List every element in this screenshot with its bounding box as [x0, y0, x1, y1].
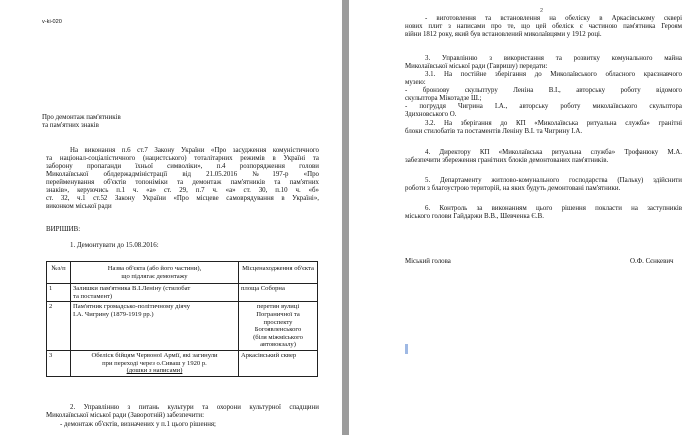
item-6-line-2: міського голови Гайдаржи В.В., Шевченка Є.В.	[405, 213, 544, 220]
table-row	[47, 284, 318, 302]
row-3-name-line-2: при переході через о.Сиваш у 1920 р.	[102, 359, 207, 367]
item-1-text: 1. Демонтувати до 15.08.2016:	[70, 242, 159, 249]
preamble-line-1: На виконання п.6 ст.7 Закону України «Про засудження комуністичного	[70, 147, 319, 154]
item-3-line-10: блоки стилобатів та постаментів Леніну В.І. та Чигрину І.А.	[405, 128, 583, 135]
row-2-name-line-2: І.А. Чигрину (1879-1919 рр.)	[73, 310, 154, 318]
table-header-row	[47, 262, 318, 284]
item-6-line-1: 6. Контроль за виконанням цього рішення покласти на заступників	[425, 205, 682, 212]
item-4-line-2: забезпечити збереження гранітних блоків демонтованих пам'ятників.	[405, 157, 609, 164]
item-2-line-3: - демонтаж об'єктів, визначених у п.1 цього рішення;	[60, 421, 216, 428]
row-2-location-line-1: перетин вулиці	[256, 303, 300, 311]
row-3-num: 3	[47, 350, 71, 376]
row-1-name-line-1: Залишки пам'ятника В.І.Леніну (стилобат	[73, 285, 191, 293]
row-2-name-line-1: Пам'ятник громадсько-політичному діячу	[73, 303, 190, 311]
row-1-name-line-2: та постамент)	[73, 292, 113, 300]
header-name-line-1: Назва об'єкта (або його частини),	[107, 265, 202, 272]
row-1-num: 1	[47, 284, 71, 302]
row-3-name	[71, 350, 239, 376]
subject-title-line-1: Про демонтаж пам'ятників	[42, 114, 121, 121]
item-3-line-4: музею:	[405, 79, 426, 86]
document-code: v-ki-020	[42, 19, 62, 25]
table-row	[47, 350, 318, 376]
subject-title-line-2: та пам'ятних знаків	[42, 122, 99, 129]
item-3-line-7: - погруддя Чигрина І.А., авторську роботу миколаївського скульптора	[405, 103, 682, 110]
document-page-1	[0, 0, 342, 435]
item-4-line-1: 4. Директору КП «Миколаївська ритуальна служба» Трофанюку М.А.	[425, 149, 682, 156]
row-2-location-line-4: Богоявленського	[254, 326, 302, 334]
row-2-location-line-5: (біля міжміського	[253, 333, 303, 341]
row-3-name-line-1: Обеліск бійцям Червоної Армії, які загинули	[91, 351, 218, 359]
row-2-location	[239, 302, 318, 351]
preamble-line-6: знаків», керуючись п.1 ч. «а» ст. 29, п.7 ч. «а» ст. 30, п.10 ч. «б»	[46, 187, 319, 194]
table-row	[47, 302, 318, 351]
item-3-line-1: 3. Управлінню з використання та розвитку комунального майна	[425, 55, 682, 62]
row-2-name	[71, 302, 239, 351]
row-3-location	[239, 350, 318, 376]
document-page-2	[349, 0, 700, 435]
continuation-line-2: нових плит з написами про те, що цей обеліск є частиною пам'ятника Героям	[405, 23, 682, 30]
item-5-line-2: роботи з благоустрою територій, на яких будуть демонтовані пам'ятники.	[405, 185, 621, 192]
monuments-table	[46, 261, 318, 377]
item-5-line-1: 5. Департаменту житлово-комунального господарства (Пальку) здійснити	[425, 177, 682, 184]
row-1-name	[71, 284, 239, 302]
header-name-line-2: що підлягає демонтажу	[121, 272, 188, 280]
item-3-line-9: 3.2. На зберігання до КП «Миколаївська ритуальна служба» гранітні	[425, 120, 682, 127]
row-1-location	[239, 284, 318, 302]
header-name	[71, 262, 239, 284]
row-2-location-line-6: автовокзалу)	[260, 341, 296, 349]
preamble-line-3: заборону пропаганди їхньої символіки», п.4 розпорядження голови	[46, 163, 319, 170]
row-2-location-line-3: проспекту	[263, 318, 293, 326]
signature-title: Міський голова	[405, 258, 451, 265]
row-2-location-line-2: Пограничної та	[256, 310, 300, 318]
item-3-line-5: - бронзову скульптуру Леніна В.І., авторську роботу відомого	[405, 87, 682, 94]
item-3-line-8: Здихновського О.	[405, 111, 457, 118]
header-num: №з/п	[47, 262, 71, 284]
continuation-line-3: війни 1812 року, який був встановлений миколаївцями у 1912 році.	[405, 31, 602, 38]
item-3-line-6: скульптора Мікотадзе Ш.;	[405, 95, 482, 102]
item-2-line-2: Миколаївської міської ради (Заворотній) забезпечити:	[46, 412, 205, 419]
preamble-line-4: Миколаївської облдержадміністрації від 21.05.2016 №197-р «Про	[46, 171, 319, 178]
item-3-line-3: 3.1. На постійне зберігання до Миколаївського обласного краєзнавчого	[425, 71, 682, 78]
signature-name: О.Ф. Сєнкевич	[630, 258, 674, 265]
decided-heading: ВИРІШИВ:	[46, 226, 81, 233]
item-3-line-2: Миколаївської міської ради (Гавришу) передати:	[405, 63, 548, 70]
preamble-line-2: та націонал-соціалістичного (нацистського) тоталітарних режимів в Україні та	[46, 155, 319, 162]
preamble-line-5: перейменування об'єктів топоніміки та демонтаж пам'ятників та пам'ятних	[46, 179, 319, 186]
preamble-line-8: виконком міської ради	[46, 203, 112, 210]
row-3-name-line-3: (дошки з написами)	[126, 367, 183, 375]
text-cursor-marker	[405, 344, 408, 354]
row-3-location-line-1: Аркасівський сквер	[241, 351, 297, 359]
row-2-num: 2	[47, 302, 71, 351]
row-1-location-line-1: площа Соборна	[241, 285, 285, 293]
header-location: Місценаходження об'єкта	[239, 262, 318, 284]
item-2-line-1: 2. Управлінню з питань культури та охорони культурної спадщини	[70, 404, 319, 411]
continuation-line-1: - виготовлення та встановлення на обеліску в Аркасівському сквері	[425, 15, 682, 22]
preamble-line-7: ст. 32, ч.1 ст.52 Закону України «Про місцеве самоврядування в Україні»,	[46, 195, 319, 202]
page-number: 2	[540, 8, 544, 14]
